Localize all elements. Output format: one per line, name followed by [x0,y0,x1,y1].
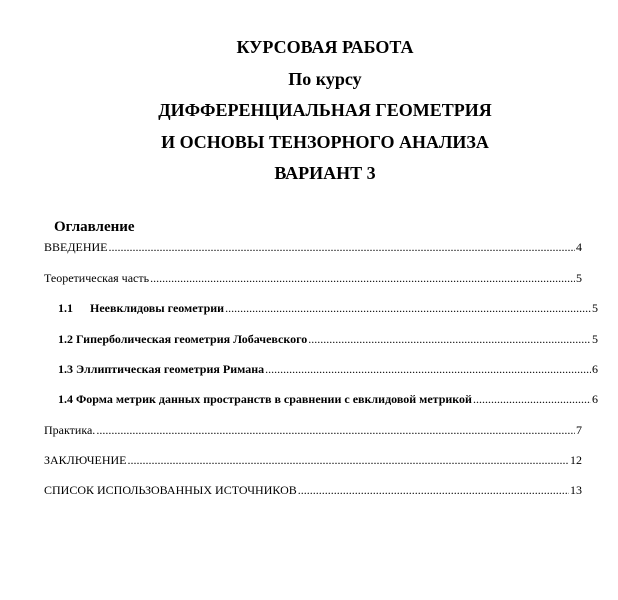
toc-entry-non-euclidean[interactable] [58,301,598,315]
toc-entry-number: 1.1 [58,301,73,315]
toc-leader-dots [298,483,569,497]
title-line-variant: ВАРИАНТ 3 [274,163,376,183]
toc-entry-page: 6 [592,392,598,406]
toc-entry-practice[interactable] [44,423,582,437]
toc-leader-dots [128,453,570,467]
toc-entry-page: 6 [592,362,598,376]
toc-entry-label: ВВЕДЕНИЕ [44,240,108,254]
title-line-course-label: По курсу [288,68,362,89]
toc-entry-page: 5 [592,332,598,346]
toc-leader-dots [265,362,591,376]
toc-entry-introduction[interactable] [44,240,582,254]
toc-entry-label: Теоретическая часть [44,271,150,285]
toc-entry-page: 13 [570,483,582,497]
toc-entry-page: 5 [576,271,582,285]
toc-entry-label: ЗАКЛЮЧЕНИЕ [44,453,127,467]
title-line-work-type: КУРСОВАЯ РАБОТА [236,37,414,57]
toc-leader-dots [109,240,575,254]
toc-entry-hyperbolic[interactable] [58,332,598,346]
toc-entry-label: СПИСОК ИСПОЛЬЗОВАННЫХ ИСТОЧНИКОВ [44,483,297,497]
toc-entry-theory[interactable] [44,271,582,285]
toc-entry-page: 7 [576,423,582,437]
toc-leader-dots [150,271,575,285]
toc-leader-dots [96,423,575,437]
toc-entry-page: 4 [576,240,582,254]
toc-entry-label: Практика. [44,423,96,437]
title-line-course-name-1: ДИФФЕРЕНЦИАЛЬНАЯ ГЕОМЕТРИЯ [158,100,492,120]
toc-entry-conclusion[interactable] [44,453,582,467]
toc-entry-elliptic[interactable] [58,362,598,376]
toc-entry-label: 1.4 Форма метрик данных пространств в сравнении с евклидовой метрикой [58,392,472,406]
toc-leader-dots [225,301,591,315]
toc-entry-references[interactable] [44,483,582,497]
toc-leader-dots [308,332,591,346]
toc-entry-label [58,301,224,315]
toc-entry-title: Неевклидовы геометрии [90,301,225,315]
toc-leader-dots [473,392,591,406]
toc-entry-page: 5 [592,301,598,315]
toc-entry-page: 12 [570,453,582,467]
title-block [0,32,618,190]
toc-entry-label: 1.2 Гиперболическая геометрия Лобачевского [58,332,308,346]
toc-entry-label: 1.3 Эллиптическая геометрия Римана [58,362,265,376]
title-line-course-name-2: И ОСНОВЫ ТЕНЗОРНОГО АНАЛИЗА [161,131,489,152]
toc-heading: Оглавление [54,219,135,235]
toc-entry-metrics[interactable] [58,392,598,406]
